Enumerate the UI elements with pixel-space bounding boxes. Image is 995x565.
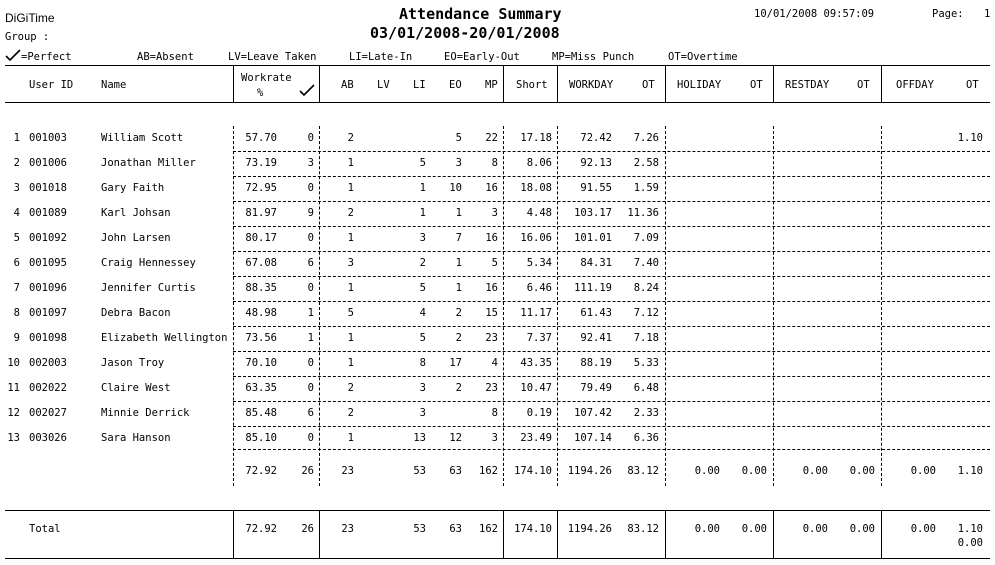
cell-perfect: 0 bbox=[307, 232, 314, 244]
subtotal-holiday: 0.00 bbox=[694, 465, 720, 477]
table-row bbox=[0, 176, 995, 201]
cell-ot: 6.48 bbox=[633, 382, 659, 394]
cell-ab: 1 bbox=[347, 282, 354, 294]
group-label: Group : bbox=[5, 31, 50, 43]
cell-eo: 17 bbox=[449, 357, 462, 369]
cell-no: 8 bbox=[13, 307, 20, 319]
cell-perfect: 0 bbox=[307, 132, 314, 144]
cell-ot: 6.36 bbox=[633, 432, 659, 444]
cell-eo: 1 bbox=[455, 207, 462, 219]
cell-ab: 1 bbox=[347, 432, 354, 444]
cell-no: 13 bbox=[7, 432, 20, 444]
total-workday: 1194.26 bbox=[567, 523, 612, 535]
row-divider bbox=[233, 301, 990, 302]
report-period: 03/01/2008-20/01/2008 bbox=[370, 24, 560, 42]
col-name: Name bbox=[101, 79, 127, 91]
cell-perfect: 3 bbox=[307, 157, 314, 169]
table-row bbox=[0, 326, 995, 351]
total-restday: 0.00 bbox=[802, 523, 828, 535]
col-lv: LV bbox=[377, 79, 390, 91]
cell-li: 2 bbox=[419, 257, 426, 269]
cell-id: 003026 bbox=[29, 432, 67, 444]
total-perfect: 26 bbox=[301, 523, 314, 535]
subtotal-eo: 63 bbox=[449, 465, 462, 477]
cell-mp: 16 bbox=[485, 182, 498, 194]
cell-no: 7 bbox=[13, 282, 20, 294]
cell-no: 9 bbox=[13, 332, 20, 344]
cell-mp: 8 bbox=[491, 407, 498, 419]
col-workday-ot: OT bbox=[642, 79, 655, 91]
cell-workday: 91.55 bbox=[580, 182, 612, 194]
report-title: Attendance Summary bbox=[399, 5, 562, 23]
subtotal-rate: 72.92 bbox=[245, 465, 277, 477]
cell-perfect: 0 bbox=[307, 182, 314, 194]
cell-short: 7.37 bbox=[526, 332, 552, 344]
cell-short: 5.34 bbox=[526, 257, 552, 269]
cell-ot: 1.59 bbox=[633, 182, 659, 194]
cell-eo: 7 bbox=[455, 232, 462, 244]
col-workday: WORKDAY bbox=[569, 79, 614, 91]
table-row bbox=[0, 126, 995, 151]
subtotal-ot: 83.12 bbox=[627, 465, 659, 477]
cell-short: 18.08 bbox=[520, 182, 552, 194]
cell-perfect: 9 bbox=[307, 207, 314, 219]
subtotal-holiday-ot: 0.00 bbox=[741, 465, 767, 477]
row-divider bbox=[233, 276, 990, 277]
cell-name: Claire West bbox=[101, 382, 171, 394]
legend-absent: AB=Absent bbox=[137, 51, 194, 63]
cell-ot: 7.18 bbox=[633, 332, 659, 344]
cell-rate: 81.97 bbox=[245, 207, 277, 219]
cell-workday: 111.19 bbox=[574, 282, 612, 294]
perfect-column-check-icon bbox=[299, 84, 315, 97]
cell-id: 001098 bbox=[29, 332, 67, 344]
cell-short: 23.49 bbox=[520, 432, 552, 444]
legend-late: LI=Late-In bbox=[349, 51, 413, 63]
cell-perfect: 0 bbox=[307, 357, 314, 369]
cell-workday: 92.41 bbox=[580, 332, 612, 344]
cell-short: 4.48 bbox=[526, 207, 552, 219]
cell-no: 12 bbox=[7, 407, 20, 419]
cell-no: 6 bbox=[13, 257, 20, 269]
cell-no: 4 bbox=[13, 207, 20, 219]
cell-li: 13 bbox=[413, 432, 426, 444]
cell-ot: 7.40 bbox=[633, 257, 659, 269]
cell-workday: 79.49 bbox=[580, 382, 612, 394]
cell-ab: 1 bbox=[347, 332, 354, 344]
row-divider bbox=[233, 226, 990, 227]
cell-eo: 1 bbox=[455, 257, 462, 269]
cell-mp: 3 bbox=[491, 207, 498, 219]
report-timestamp: 10/01/2008 09:57:09 bbox=[754, 8, 875, 20]
cell-name: Karl Johsan bbox=[101, 207, 171, 219]
cell-rate: 72.95 bbox=[245, 182, 277, 194]
total-ab: 23 bbox=[341, 523, 354, 535]
subtotal-ab: 23 bbox=[341, 465, 354, 477]
cell-ab: 2 bbox=[347, 382, 354, 394]
row-divider bbox=[233, 326, 990, 327]
cell-li: 3 bbox=[419, 382, 426, 394]
header-sep bbox=[665, 65, 666, 102]
table-row bbox=[0, 251, 995, 276]
total-offday: 0.00 bbox=[910, 523, 936, 535]
cell-li: 4 bbox=[419, 307, 426, 319]
row-divider bbox=[233, 176, 990, 177]
cell-name: Elizabeth Wellington bbox=[101, 332, 228, 344]
cell-rate: 88.35 bbox=[245, 282, 277, 294]
total-li: 53 bbox=[413, 523, 426, 535]
cell-mp: 22 bbox=[485, 132, 498, 144]
cell-workday: 107.42 bbox=[574, 407, 612, 419]
cell-rate: 73.19 bbox=[245, 157, 277, 169]
cell-perfect: 6 bbox=[307, 407, 314, 419]
cell-short: 11.17 bbox=[520, 307, 552, 319]
header-sep bbox=[503, 65, 504, 102]
cell-ab: 2 bbox=[347, 132, 354, 144]
cell-ab: 2 bbox=[347, 407, 354, 419]
total-label: Total bbox=[29, 523, 61, 535]
cell-mp: 5 bbox=[491, 257, 498, 269]
cell-id: 002022 bbox=[29, 382, 67, 394]
cell-short: 0.19 bbox=[526, 407, 552, 419]
cell-eo: 12 bbox=[449, 432, 462, 444]
header-sep bbox=[233, 65, 234, 102]
col-restday: RESTDAY bbox=[785, 79, 830, 91]
cell-ab: 1 bbox=[347, 357, 354, 369]
total-restday-ot: 0.00 bbox=[849, 523, 875, 535]
header-bottom-rule bbox=[5, 102, 990, 103]
cell-li: 5 bbox=[419, 332, 426, 344]
cell-rate: 80.17 bbox=[245, 232, 277, 244]
total-top-rule bbox=[5, 510, 990, 511]
table-row bbox=[0, 226, 995, 251]
cell-ab: 1 bbox=[347, 232, 354, 244]
row-divider bbox=[233, 376, 990, 377]
table-row bbox=[0, 426, 995, 451]
cell-mp: 23 bbox=[485, 332, 498, 344]
subtotal-workday: 1194.26 bbox=[567, 465, 612, 477]
total-offday-ot-extra: 0.00 bbox=[957, 537, 983, 549]
legend-miss: MP=Miss Punch bbox=[552, 51, 635, 63]
cell-id: 001018 bbox=[29, 182, 67, 194]
subtotal-offday: 0.00 bbox=[910, 465, 936, 477]
cell-name: Jason Troy bbox=[101, 357, 165, 369]
cell-ot: 8.24 bbox=[633, 282, 659, 294]
cell-ot: 7.12 bbox=[633, 307, 659, 319]
subtotal-restday-ot: 0.00 bbox=[849, 465, 875, 477]
cell-workday: 61.43 bbox=[580, 307, 612, 319]
cell-id: 001006 bbox=[29, 157, 67, 169]
cell-mp: 3 bbox=[491, 432, 498, 444]
subtotal-row bbox=[0, 459, 995, 484]
cell-rate: 57.70 bbox=[245, 132, 277, 144]
cell-no: 1 bbox=[13, 132, 20, 144]
cell-id: 001095 bbox=[29, 257, 67, 269]
table-row bbox=[0, 376, 995, 401]
cell-id: 001003 bbox=[29, 132, 67, 144]
cell-perfect: 6 bbox=[307, 257, 314, 269]
col-workrate-pct: % bbox=[257, 87, 264, 99]
col-user-id: User ID bbox=[29, 79, 74, 91]
col-short: Short bbox=[516, 79, 548, 91]
cell-mp: 8 bbox=[491, 157, 498, 169]
col-ab: AB bbox=[341, 79, 354, 91]
header-sep bbox=[319, 65, 320, 102]
cell-li: 1 bbox=[419, 182, 426, 194]
cell-oot: 1.10 bbox=[957, 132, 983, 144]
cell-rate: 85.10 bbox=[245, 432, 277, 444]
cell-perfect: 1 bbox=[307, 332, 314, 344]
cell-short: 6.46 bbox=[526, 282, 552, 294]
row-divider bbox=[233, 351, 990, 352]
cell-name: Jonathan Miller bbox=[101, 157, 196, 169]
table-row bbox=[0, 351, 995, 376]
total-holiday: 0.00 bbox=[694, 523, 720, 535]
total-holiday-ot: 0.00 bbox=[741, 523, 767, 535]
cell-ab: 1 bbox=[347, 182, 354, 194]
cell-ot: 2.58 bbox=[633, 157, 659, 169]
row-divider bbox=[233, 151, 990, 152]
cell-short: 16.06 bbox=[520, 232, 552, 244]
cell-rate: 67.08 bbox=[245, 257, 277, 269]
total-ot: 83.12 bbox=[627, 523, 659, 535]
subtotal-li: 53 bbox=[413, 465, 426, 477]
cell-rate: 73.56 bbox=[245, 332, 277, 344]
total-offday-ot: 1.10 bbox=[957, 523, 983, 535]
cell-ot: 2.33 bbox=[633, 407, 659, 419]
header-sep bbox=[557, 65, 558, 102]
total-short: 174.10 bbox=[514, 523, 552, 535]
cell-li: 3 bbox=[419, 232, 426, 244]
cell-li: 1 bbox=[419, 207, 426, 219]
cell-id: 002027 bbox=[29, 407, 67, 419]
subtotal-restday: 0.00 bbox=[802, 465, 828, 477]
cell-name: John Larsen bbox=[101, 232, 171, 244]
cell-eo: 2 bbox=[455, 382, 462, 394]
subtotal-perfect: 26 bbox=[301, 465, 314, 477]
cell-eo: 2 bbox=[455, 307, 462, 319]
cell-workday: 72.42 bbox=[580, 132, 612, 144]
cell-workday: 92.13 bbox=[580, 157, 612, 169]
cell-short: 8.06 bbox=[526, 157, 552, 169]
cell-rate: 70.10 bbox=[245, 357, 277, 369]
col-workrate: Workrate bbox=[241, 72, 292, 84]
cell-name: Sara Hanson bbox=[101, 432, 171, 444]
table-row bbox=[0, 151, 995, 176]
perfect-check-icon bbox=[5, 49, 21, 62]
col-holiday-ot: OT bbox=[750, 79, 763, 91]
cell-eo: 1 bbox=[455, 282, 462, 294]
cell-name: Craig Hennessey bbox=[101, 257, 196, 269]
cell-name: Debra Bacon bbox=[101, 307, 171, 319]
col-offday: OFFDAY bbox=[896, 79, 934, 91]
cell-name: William Scott bbox=[101, 132, 184, 144]
table-row bbox=[0, 201, 995, 226]
row-divider bbox=[233, 426, 990, 427]
cell-id: 001096 bbox=[29, 282, 67, 294]
cell-mp: 15 bbox=[485, 307, 498, 319]
cell-short: 10.47 bbox=[520, 382, 552, 394]
cell-id: 001089 bbox=[29, 207, 67, 219]
cell-id: 001092 bbox=[29, 232, 67, 244]
header-sep bbox=[881, 65, 882, 102]
cell-no: 11 bbox=[7, 382, 20, 394]
cell-workday: 88.19 bbox=[580, 357, 612, 369]
cell-ab: 3 bbox=[347, 257, 354, 269]
cell-rate: 85.48 bbox=[245, 407, 277, 419]
cell-li: 5 bbox=[419, 157, 426, 169]
cell-ot: 7.09 bbox=[633, 232, 659, 244]
cell-li: 3 bbox=[419, 407, 426, 419]
cell-ab: 1 bbox=[347, 157, 354, 169]
cell-eo: 3 bbox=[455, 157, 462, 169]
cell-ab: 2 bbox=[347, 207, 354, 219]
cell-workday: 101.01 bbox=[574, 232, 612, 244]
cell-mp: 16 bbox=[485, 232, 498, 244]
subtotal-offday-ot: 1.10 bbox=[957, 465, 983, 477]
cell-li: 8 bbox=[419, 357, 426, 369]
cell-mp: 16 bbox=[485, 282, 498, 294]
cell-eo: 2 bbox=[455, 332, 462, 344]
cell-id: 002003 bbox=[29, 357, 67, 369]
cell-eo: 10 bbox=[449, 182, 462, 194]
cell-eo: 5 bbox=[455, 132, 462, 144]
cell-short: 43.35 bbox=[520, 357, 552, 369]
col-eo: EO bbox=[449, 79, 462, 91]
col-mp: MP bbox=[485, 79, 498, 91]
col-holiday: HOLIDAY bbox=[677, 79, 722, 91]
cell-perfect: 0 bbox=[307, 282, 314, 294]
total-bottom-rule bbox=[5, 558, 990, 559]
legend-overtime: OT=Overtime bbox=[668, 51, 738, 63]
cell-name: Jennifer Curtis bbox=[101, 282, 196, 294]
cell-no: 3 bbox=[13, 182, 20, 194]
cell-ab: 5 bbox=[347, 307, 354, 319]
cell-perfect: 1 bbox=[307, 307, 314, 319]
legend-leave: LV=Leave Taken bbox=[228, 51, 317, 63]
cell-ot: 11.36 bbox=[627, 207, 659, 219]
page-number: 1 bbox=[984, 8, 991, 20]
cell-id: 001097 bbox=[29, 307, 67, 319]
cell-no: 10 bbox=[7, 357, 20, 369]
total-row bbox=[0, 517, 995, 549]
cell-mp: 23 bbox=[485, 382, 498, 394]
page-label: Page: bbox=[932, 8, 964, 20]
cell-workday: 84.31 bbox=[580, 257, 612, 269]
col-li: LI bbox=[413, 79, 426, 91]
total-mp: 162 bbox=[479, 523, 498, 535]
cell-mp: 4 bbox=[491, 357, 498, 369]
cell-workday: 107.14 bbox=[574, 432, 612, 444]
cell-rate: 48.98 bbox=[245, 307, 277, 319]
row-divider bbox=[233, 251, 990, 252]
header-top-rule bbox=[5, 65, 990, 66]
table-row bbox=[0, 401, 995, 426]
header-sep bbox=[773, 65, 774, 102]
col-restday-ot: OT bbox=[857, 79, 870, 91]
cell-ot: 5.33 bbox=[633, 357, 659, 369]
subtotal-short: 174.10 bbox=[514, 465, 552, 477]
cell-ot: 7.26 bbox=[633, 132, 659, 144]
cell-workday: 103.17 bbox=[574, 207, 612, 219]
legend-early: EO=Early-Out bbox=[444, 51, 520, 63]
row-divider bbox=[233, 201, 990, 202]
total-eo: 63 bbox=[449, 523, 462, 535]
subtotal-mp: 162 bbox=[479, 465, 498, 477]
row-divider bbox=[233, 449, 990, 450]
cell-name: Gary Faith bbox=[101, 182, 165, 194]
legend-perfect: =Perfect bbox=[21, 51, 72, 63]
cell-short: 17.18 bbox=[520, 132, 552, 144]
table-row bbox=[0, 301, 995, 326]
cell-li: 5 bbox=[419, 282, 426, 294]
brand-name: DiGiTime bbox=[5, 11, 55, 25]
cell-no: 2 bbox=[13, 157, 20, 169]
cell-rate: 63.35 bbox=[245, 382, 277, 394]
row-divider bbox=[233, 401, 990, 402]
cell-perfect: 0 bbox=[307, 432, 314, 444]
cell-no: 5 bbox=[13, 232, 20, 244]
table-row bbox=[0, 276, 995, 301]
total-rate: 72.92 bbox=[245, 523, 277, 535]
cell-name: Minnie Derrick bbox=[101, 407, 190, 419]
col-offday-ot: OT bbox=[966, 79, 979, 91]
cell-perfect: 0 bbox=[307, 382, 314, 394]
